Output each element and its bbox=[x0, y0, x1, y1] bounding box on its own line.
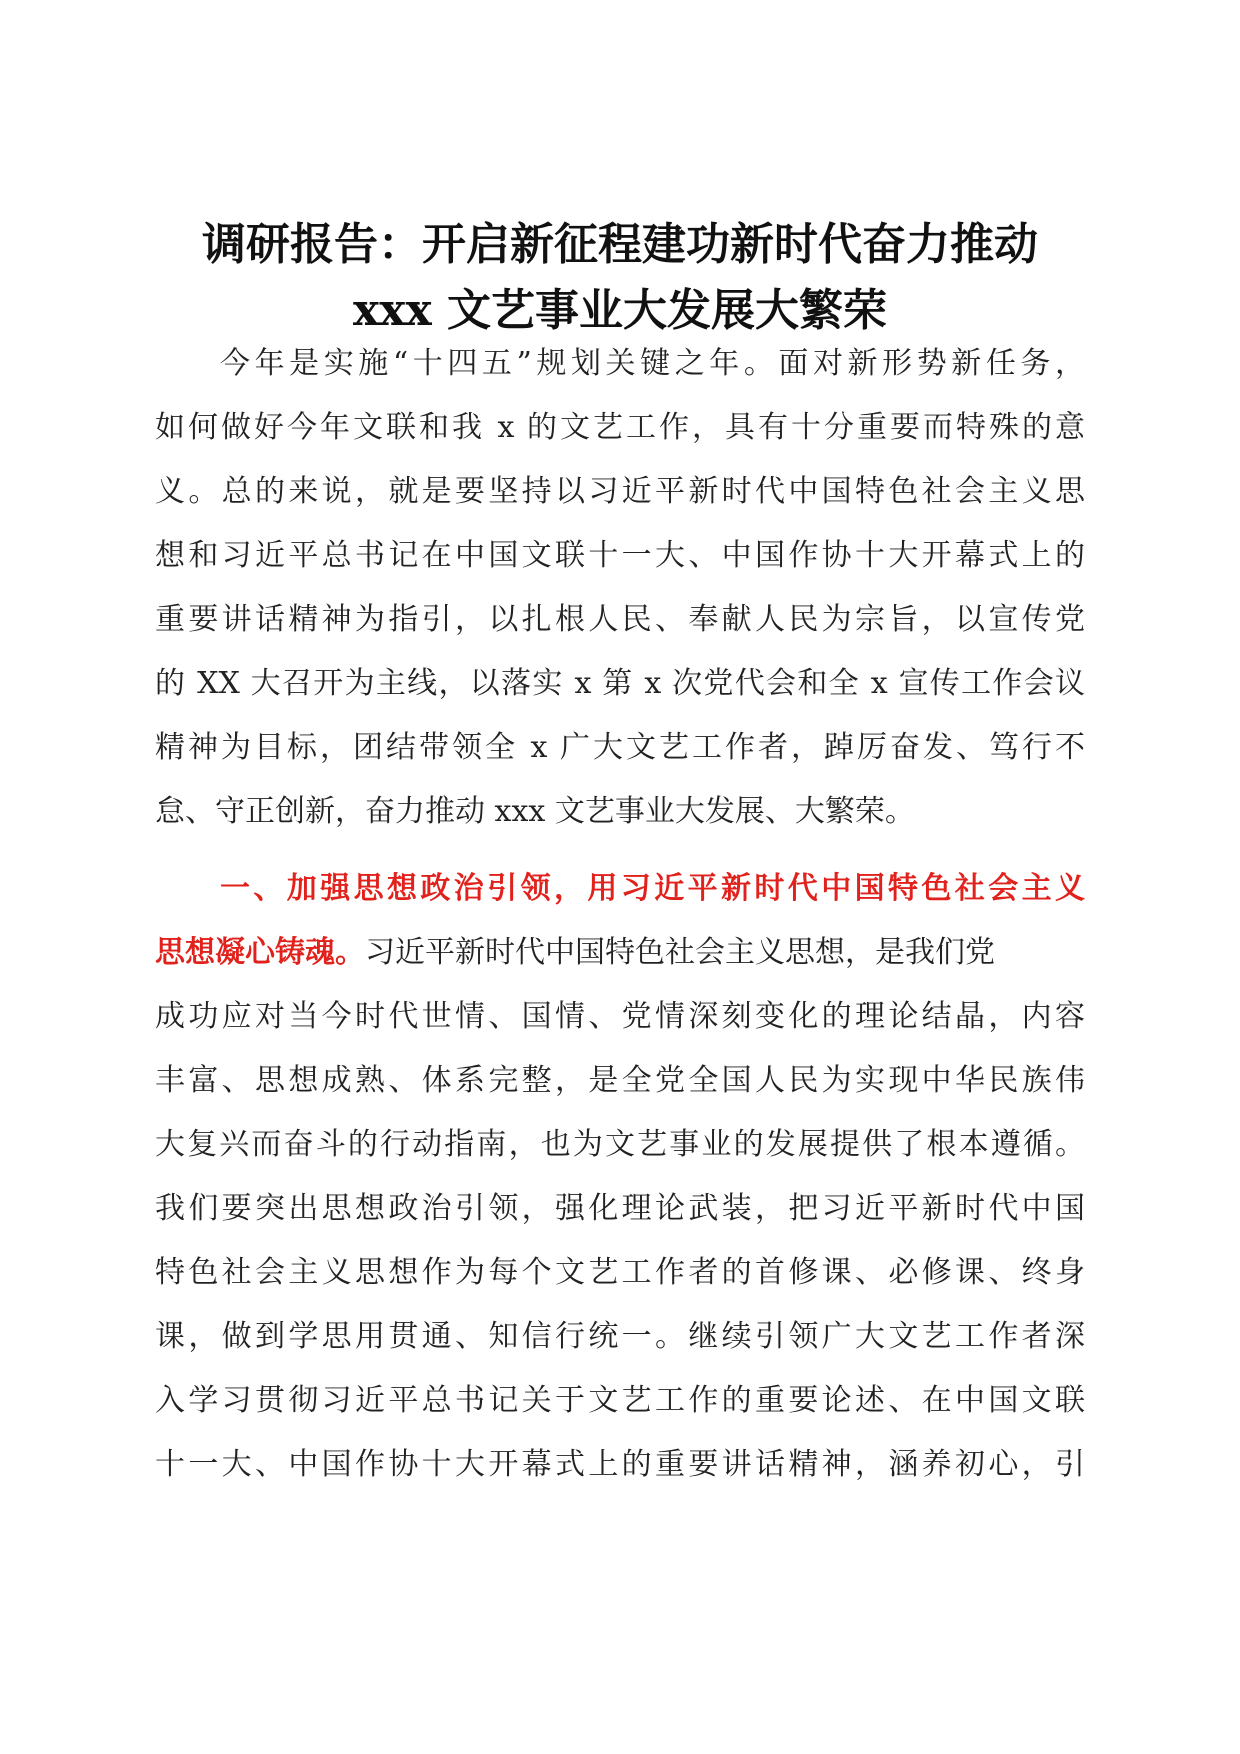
paragraph-line: 丰富、思想成熟、体系完整，是全党全国人民为实现中华民族伟 bbox=[155, 1063, 1085, 1098]
paragraph-line: 的 XX 大召开为主线，以落实 x 第 x 次党代会和全 x 宣传工作会议 bbox=[155, 666, 1085, 701]
document-title-line-2: xxx 文艺事业大发展大繁荣 bbox=[352, 285, 887, 336]
paragraph-line: 想和习近平总书记在中国文联十一大、中国作协十大开幕式上的 bbox=[155, 538, 1085, 573]
section-heading-line-2-container bbox=[155, 921, 1085, 985]
paragraph-line: 入学习贯彻习近平总书记关于文艺工作的重要论述、在中国文联 bbox=[155, 1383, 1085, 1418]
paragraph-line: 十一大、中国作协十大开幕式上的重要讲话精神，涵养初心，引 bbox=[155, 1447, 1085, 1482]
section-heading-line-1: 一、加强思想政治引领，用习近平新时代中国特色社会主义 bbox=[220, 871, 1085, 906]
paragraph-line: 成功应对当今时代世情、国情、党情深刻变化的理论结晶，内容 bbox=[155, 999, 1085, 1034]
section-heading-line-2: 思想凝心铸魂。 bbox=[155, 935, 365, 970]
paragraph-line: 我们要突出思想政治引领，强化理论武装，把习近平新时代中国 bbox=[155, 1191, 1085, 1226]
paragraph-line: 大复兴而奋斗的行动指南，也为文艺事业的发展提供了根本遵循。 bbox=[155, 1127, 1085, 1162]
paragraph-line: 重要讲话精神为指引，以扎根人民、奉献人民为宗旨，以宣传党 bbox=[155, 602, 1085, 637]
section-body-text: 习近平新时代中国特色社会主义思想，是我们党 bbox=[365, 935, 995, 970]
paragraph-line: 特色社会主义思想作为每个文艺工作者的首修课、必修课、终身 bbox=[155, 1255, 1085, 1290]
paragraph-line: 如何做好今年文联和我 x 的文艺工作，具有十分重要而特殊的意 bbox=[155, 410, 1085, 445]
paragraph-line: 精神为目标，团结带领全 x 广大文艺工作者，踔厉奋发、笃行不 bbox=[155, 730, 1085, 765]
paragraph-line: 课，做到学思用贯通、知信行统一。继续引领广大文艺工作者深 bbox=[155, 1319, 1085, 1354]
document-title-line-1: 调研报告：开启新征程建功新时代奋力推动 bbox=[202, 219, 1038, 270]
paragraph-line: 怠、守正创新，奋力推动 xxx 文艺事业大发展、大繁荣。 bbox=[155, 794, 915, 829]
paragraph-line: 义。总的来说，就是要坚持以习近平新时代中国特色社会主义思 bbox=[155, 474, 1085, 509]
paragraph-line: 今年是实施“十四五”规划关键之年。面对新形势新任务， bbox=[220, 346, 1085, 381]
